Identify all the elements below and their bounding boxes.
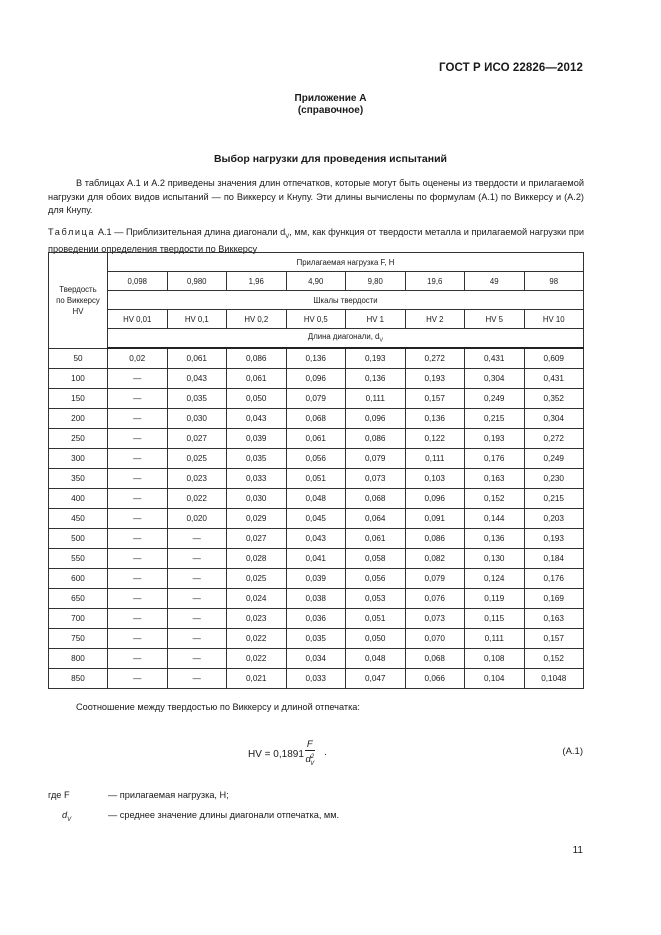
diagonal-cell: 0,039 <box>227 429 287 449</box>
scale-value: HV 10 <box>524 310 584 329</box>
diagonal-cell: 0,035 <box>286 629 346 649</box>
diagonal-cell: 0,119 <box>465 589 525 609</box>
diagonal-cell: 0,025 <box>167 449 227 469</box>
diagonal-cell: — <box>167 629 227 649</box>
load-header: Прилагаемая нагрузка F, Н <box>108 253 584 272</box>
diagonal-cell: 0,051 <box>286 469 346 489</box>
table-row <box>49 549 584 569</box>
hardness-cell: 400 <box>49 489 108 509</box>
diagonal-cell: 0,064 <box>346 509 406 529</box>
diagonal-cell: 0,030 <box>167 409 227 429</box>
diagonal-cell: 0,058 <box>346 549 406 569</box>
diagonal-cell: 0,027 <box>227 529 287 549</box>
hardness-table <box>48 252 584 689</box>
diagonal-cell: 0,068 <box>405 649 465 669</box>
caption-sub: V <box>285 233 290 240</box>
diagonal-cell: 0,169 <box>524 589 584 609</box>
diagonal-cell: 0,124 <box>465 569 525 589</box>
diagonal-cell: 0,029 <box>227 509 287 529</box>
diagonal-cell: 0,136 <box>405 409 465 429</box>
table-row <box>49 429 584 449</box>
table-row <box>49 589 584 609</box>
diagonal-cell: — <box>108 569 168 589</box>
diagonal-cell: 0,352 <box>524 389 584 409</box>
diagonal-cell: 0,035 <box>167 389 227 409</box>
diagonal-cell: 0,036 <box>286 609 346 629</box>
diagonal-cell: 0,028 <box>227 549 287 569</box>
caption-label: Таблица <box>48 227 96 237</box>
formula-denominator: $d^2_V$ <box>305 754 315 768</box>
appendix-subtitle: (справочное) <box>297 105 364 116</box>
diagonal-cell: 0,157 <box>405 389 465 409</box>
diagonal-cell: 0,079 <box>405 569 465 589</box>
diagonal-cell: — <box>167 649 227 669</box>
hardness-cell: 200 <box>49 409 108 429</box>
diagonal-cell: 0,048 <box>286 489 346 509</box>
diagonal-cell: 0,043 <box>227 409 287 429</box>
diagonal-cell: — <box>108 549 168 569</box>
table-row <box>49 389 584 409</box>
diagonal-cell: 0,079 <box>286 389 346 409</box>
table-row <box>49 409 584 429</box>
diagonal-cell: 0,304 <box>465 369 525 389</box>
hardness-cell: 50 <box>49 348 108 369</box>
formula <box>248 739 327 770</box>
diagonal-cell: 0,157 <box>524 629 584 649</box>
definition-symbol: где F <box>48 790 70 800</box>
diagonal-cell: 0,068 <box>286 409 346 429</box>
table-row <box>49 569 584 589</box>
definition-F <box>48 785 339 805</box>
diagonal-cell: 0,176 <box>465 449 525 469</box>
hardness-cell: 650 <box>49 589 108 609</box>
formula-numerator: F <box>306 739 313 750</box>
scale-value: HV 0,2 <box>227 310 287 329</box>
table-row <box>49 469 584 489</box>
diagonal-cell: 0,136 <box>346 369 406 389</box>
diagonal-cell: 0,122 <box>405 429 465 449</box>
diagonal-cell: 0,103 <box>405 469 465 489</box>
scale-value: HV 0,5 <box>286 310 346 329</box>
diagonal-cell: 0,163 <box>465 469 525 489</box>
hardness-cell: 850 <box>49 669 108 689</box>
diagonal-cell: 0,144 <box>465 509 525 529</box>
diagonal-cell: 0,091 <box>405 509 465 529</box>
table-row <box>49 369 584 389</box>
scales-row <box>49 310 584 329</box>
diagonal-cell: — <box>167 529 227 549</box>
diagonal-cell: 0,038 <box>286 589 346 609</box>
table-row <box>49 629 584 649</box>
diagonal-cell: 0,086 <box>346 429 406 449</box>
row-header: Твердость по Виккерсу HV <box>49 253 108 349</box>
diagonal-cell: 0,068 <box>346 489 406 509</box>
diagonal-cell: 0,023 <box>167 469 227 489</box>
appendix-heading <box>0 93 661 117</box>
diagonal-cell: 0,431 <box>524 369 584 389</box>
diag-header: Длина диагонали, $d_V$ <box>108 329 584 349</box>
diagonal-cell: — <box>108 469 168 489</box>
diagonal-cell: 0,130 <box>465 549 525 569</box>
diagonal-cell: 0,176 <box>524 569 584 589</box>
diagonal-cell: 0,272 <box>405 348 465 369</box>
diagonal-cell: 0,061 <box>286 429 346 449</box>
diagonal-cell: 0,215 <box>524 489 584 509</box>
diagonal-cell: 0,272 <box>524 429 584 449</box>
section-title: Выбор нагрузки для проведения испытаний <box>213 153 448 165</box>
diagonal-cell: 0,043 <box>167 369 227 389</box>
diagonal-cell: 0,048 <box>346 649 406 669</box>
document-code: ГОСТ Р ИСО 22826—2012 <box>438 62 583 74</box>
load-value: 0,980 <box>167 272 227 291</box>
diagonal-cell: 0,022 <box>167 489 227 509</box>
diagonal-cell: 0,203 <box>524 509 584 529</box>
diagonal-cell: 0,053 <box>346 589 406 609</box>
hardness-cell: 700 <box>49 609 108 629</box>
diagonal-cell: — <box>108 369 168 389</box>
formula-lhs: HV = 0,1891 <box>248 749 304 761</box>
hardness-cell: 350 <box>49 469 108 489</box>
diagonal-cell: 0,022 <box>227 629 287 649</box>
diagonal-cell: — <box>167 609 227 629</box>
diagonal-cell: 0,193 <box>524 529 584 549</box>
load-value: 9,80 <box>346 272 406 291</box>
hardness-cell: 300 <box>49 449 108 469</box>
load-value: 1,96 <box>227 272 287 291</box>
diagonal-cell: 0,021 <box>227 669 287 689</box>
diagonal-cell: 0,193 <box>405 369 465 389</box>
hardness-cell: 150 <box>49 389 108 409</box>
diagonal-cell: 0,152 <box>465 489 525 509</box>
diagonal-cell: 0,163 <box>524 609 584 629</box>
diagonal-cell: 0,086 <box>227 348 287 369</box>
hardness-cell: 750 <box>49 629 108 649</box>
diagonal-cell: 0,609 <box>524 348 584 369</box>
caption-text: А.1 — Приблизительная длина диагонали d <box>97 227 286 237</box>
scale-value: HV 0,01 <box>108 310 168 329</box>
diagonal-cell: 0,111 <box>465 629 525 649</box>
scales-header: Шкалы твердости <box>108 291 584 310</box>
diagonal-cell: 0,193 <box>465 429 525 449</box>
diagonal-cell: 0,030 <box>227 489 287 509</box>
diagonal-cell: 0,136 <box>286 348 346 369</box>
diagonal-cell: 0,035 <box>227 449 287 469</box>
hardness-cell: 500 <box>49 529 108 549</box>
diagonal-cell: 0,022 <box>227 649 287 669</box>
diagonal-cell: 0,033 <box>227 469 287 489</box>
table-row <box>49 609 584 629</box>
loads-row <box>49 272 584 291</box>
diagonal-cell: — <box>108 449 168 469</box>
hardness-cell: 800 <box>49 649 108 669</box>
diagonal-cell: 0,073 <box>405 609 465 629</box>
diagonal-cell: 0,024 <box>227 589 287 609</box>
table-row <box>49 449 584 469</box>
load-value: 49 <box>465 272 525 291</box>
diagonal-cell: 0,076 <box>405 589 465 609</box>
diagonal-cell: — <box>108 649 168 669</box>
diagonal-cell: — <box>167 549 227 569</box>
diagonal-cell: 0,02 <box>108 348 168 369</box>
scale-value: HV 2 <box>405 310 465 329</box>
diagonal-cell: 0,193 <box>346 348 406 369</box>
load-value: 19,6 <box>405 272 465 291</box>
diagonal-cell: 0,039 <box>286 569 346 589</box>
diagonal-cell: 0,051 <box>346 609 406 629</box>
diagonal-cell: 0,056 <box>346 569 406 589</box>
table-row <box>49 649 584 669</box>
diagonal-cell: 0,061 <box>227 369 287 389</box>
diagonal-cell: 0,082 <box>405 549 465 569</box>
diagonal-cell: 0,023 <box>227 609 287 629</box>
load-value: 98 <box>524 272 584 291</box>
table-row <box>49 529 584 549</box>
diagonal-cell: 0,056 <box>286 449 346 469</box>
table-row <box>49 669 584 689</box>
ratio-text: Соотношение между твердостью по Виккерсу и длиной отпечатка: <box>76 702 360 712</box>
appendix-title: Приложение А <box>294 93 367 104</box>
diagonal-cell: 0,073 <box>346 469 406 489</box>
formula-tail: · <box>323 749 328 761</box>
intro-paragraph: В таблицах А.1 и А.2 приведены значения длин отпечатков, которые могут быть оценены из твердости и прилагаемой нагрузки для обоих видов испытаний — по Виккерсу и Кнупу. Эти длины вычислены по формулам (А.1) по Виккерсу и (А.2) для Кнупу. <box>48 178 584 215</box>
diagonal-cell: 0,061 <box>167 348 227 369</box>
table-body <box>49 348 584 689</box>
diagonal-cell: 0,027 <box>167 429 227 449</box>
caption-text-2: , мм, как функция от твердости металла и прилагаемой нагрузки при проведении определения твердости по Виккерсу <box>48 227 584 255</box>
diagonal-cell: 0,066 <box>405 669 465 689</box>
diagonal-cell: 0,033 <box>286 669 346 689</box>
page-number: 11 <box>572 845 583 856</box>
load-value: 0,098 <box>108 272 168 291</box>
diagonal-cell: 0,184 <box>524 549 584 569</box>
diagonal-cell: 0,041 <box>286 549 346 569</box>
diagonal-cell: — <box>167 569 227 589</box>
diagonal-cell: 0,047 <box>346 669 406 689</box>
diagonal-cell: 0,104 <box>465 669 525 689</box>
table-row <box>49 348 584 369</box>
diagonal-cell: 0,034 <box>286 649 346 669</box>
diagonal-cell: — <box>108 389 168 409</box>
definition-dV <box>48 805 339 830</box>
scale-value: HV 1 <box>346 310 406 329</box>
diagonal-cell: 0,050 <box>227 389 287 409</box>
diagonal-cell: — <box>167 669 227 689</box>
table-row <box>49 489 584 509</box>
scale-value: HV 5 <box>465 310 525 329</box>
diagonal-cell: — <box>167 589 227 609</box>
hardness-cell: 550 <box>49 549 108 569</box>
hardness-cell: 600 <box>49 569 108 589</box>
diagonal-cell: — <box>108 609 168 629</box>
load-value: 4,90 <box>286 272 346 291</box>
hardness-cell: 100 <box>49 369 108 389</box>
diagonal-cell: 0,096 <box>286 369 346 389</box>
diagonal-cell: 0,020 <box>167 509 227 529</box>
variable-definitions <box>48 785 339 830</box>
diagonal-cell: 0,215 <box>465 409 525 429</box>
diagonal-cell: 0,152 <box>524 649 584 669</box>
diagonal-cell: — <box>108 589 168 609</box>
hardness-cell: 250 <box>49 429 108 449</box>
diagonal-cell: — <box>108 509 168 529</box>
diagonal-cell: — <box>108 629 168 649</box>
definition-symbol: $d_V$ <box>62 810 72 823</box>
diagonal-cell: — <box>108 669 168 689</box>
diagonal-cell: 0,096 <box>346 409 406 429</box>
formula-fraction <box>305 739 315 770</box>
diagonal-cell: 0,061 <box>346 529 406 549</box>
diagonal-cell: — <box>108 529 168 549</box>
diagonal-cell: 0,304 <box>524 409 584 429</box>
diagonal-cell: 0,043 <box>286 529 346 549</box>
diagonal-cell: 0,115 <box>465 609 525 629</box>
diagonal-cell: 0,1048 <box>524 669 584 689</box>
diagonal-cell: 0,045 <box>286 509 346 529</box>
definition-text: — среднее значение длины диагонали отпечатка, мм. <box>108 810 340 820</box>
diagonal-cell: 0,096 <box>405 489 465 509</box>
diagonal-cell: 0,136 <box>465 529 525 549</box>
diagonal-cell: 0,070 <box>405 629 465 649</box>
diagonal-cell: 0,086 <box>405 529 465 549</box>
diagonal-cell: 0,230 <box>524 469 584 489</box>
definition-text: — прилагаемая нагрузка, Н; <box>108 790 229 800</box>
diagonal-cell: — <box>108 429 168 449</box>
scale-value: HV 0,1 <box>167 310 227 329</box>
diagonal-cell: 0,111 <box>346 389 406 409</box>
hardness-cell: 450 <box>49 509 108 529</box>
equation-number: (А.1) <box>562 746 583 757</box>
diagonal-cell: 0,108 <box>465 649 525 669</box>
diagonal-cell: 0,025 <box>227 569 287 589</box>
table-row <box>49 509 584 529</box>
diagonal-cell: 0,431 <box>465 348 525 369</box>
diagonal-cell: 0,249 <box>465 389 525 409</box>
diagonal-cell: — <box>108 489 168 509</box>
diagonal-cell: 0,050 <box>346 629 406 649</box>
diagonal-cell: 0,111 <box>405 449 465 469</box>
diagonal-cell: 0,079 <box>346 449 406 469</box>
diagonal-cell: — <box>108 409 168 429</box>
diagonal-cell: 0,249 <box>524 449 584 469</box>
